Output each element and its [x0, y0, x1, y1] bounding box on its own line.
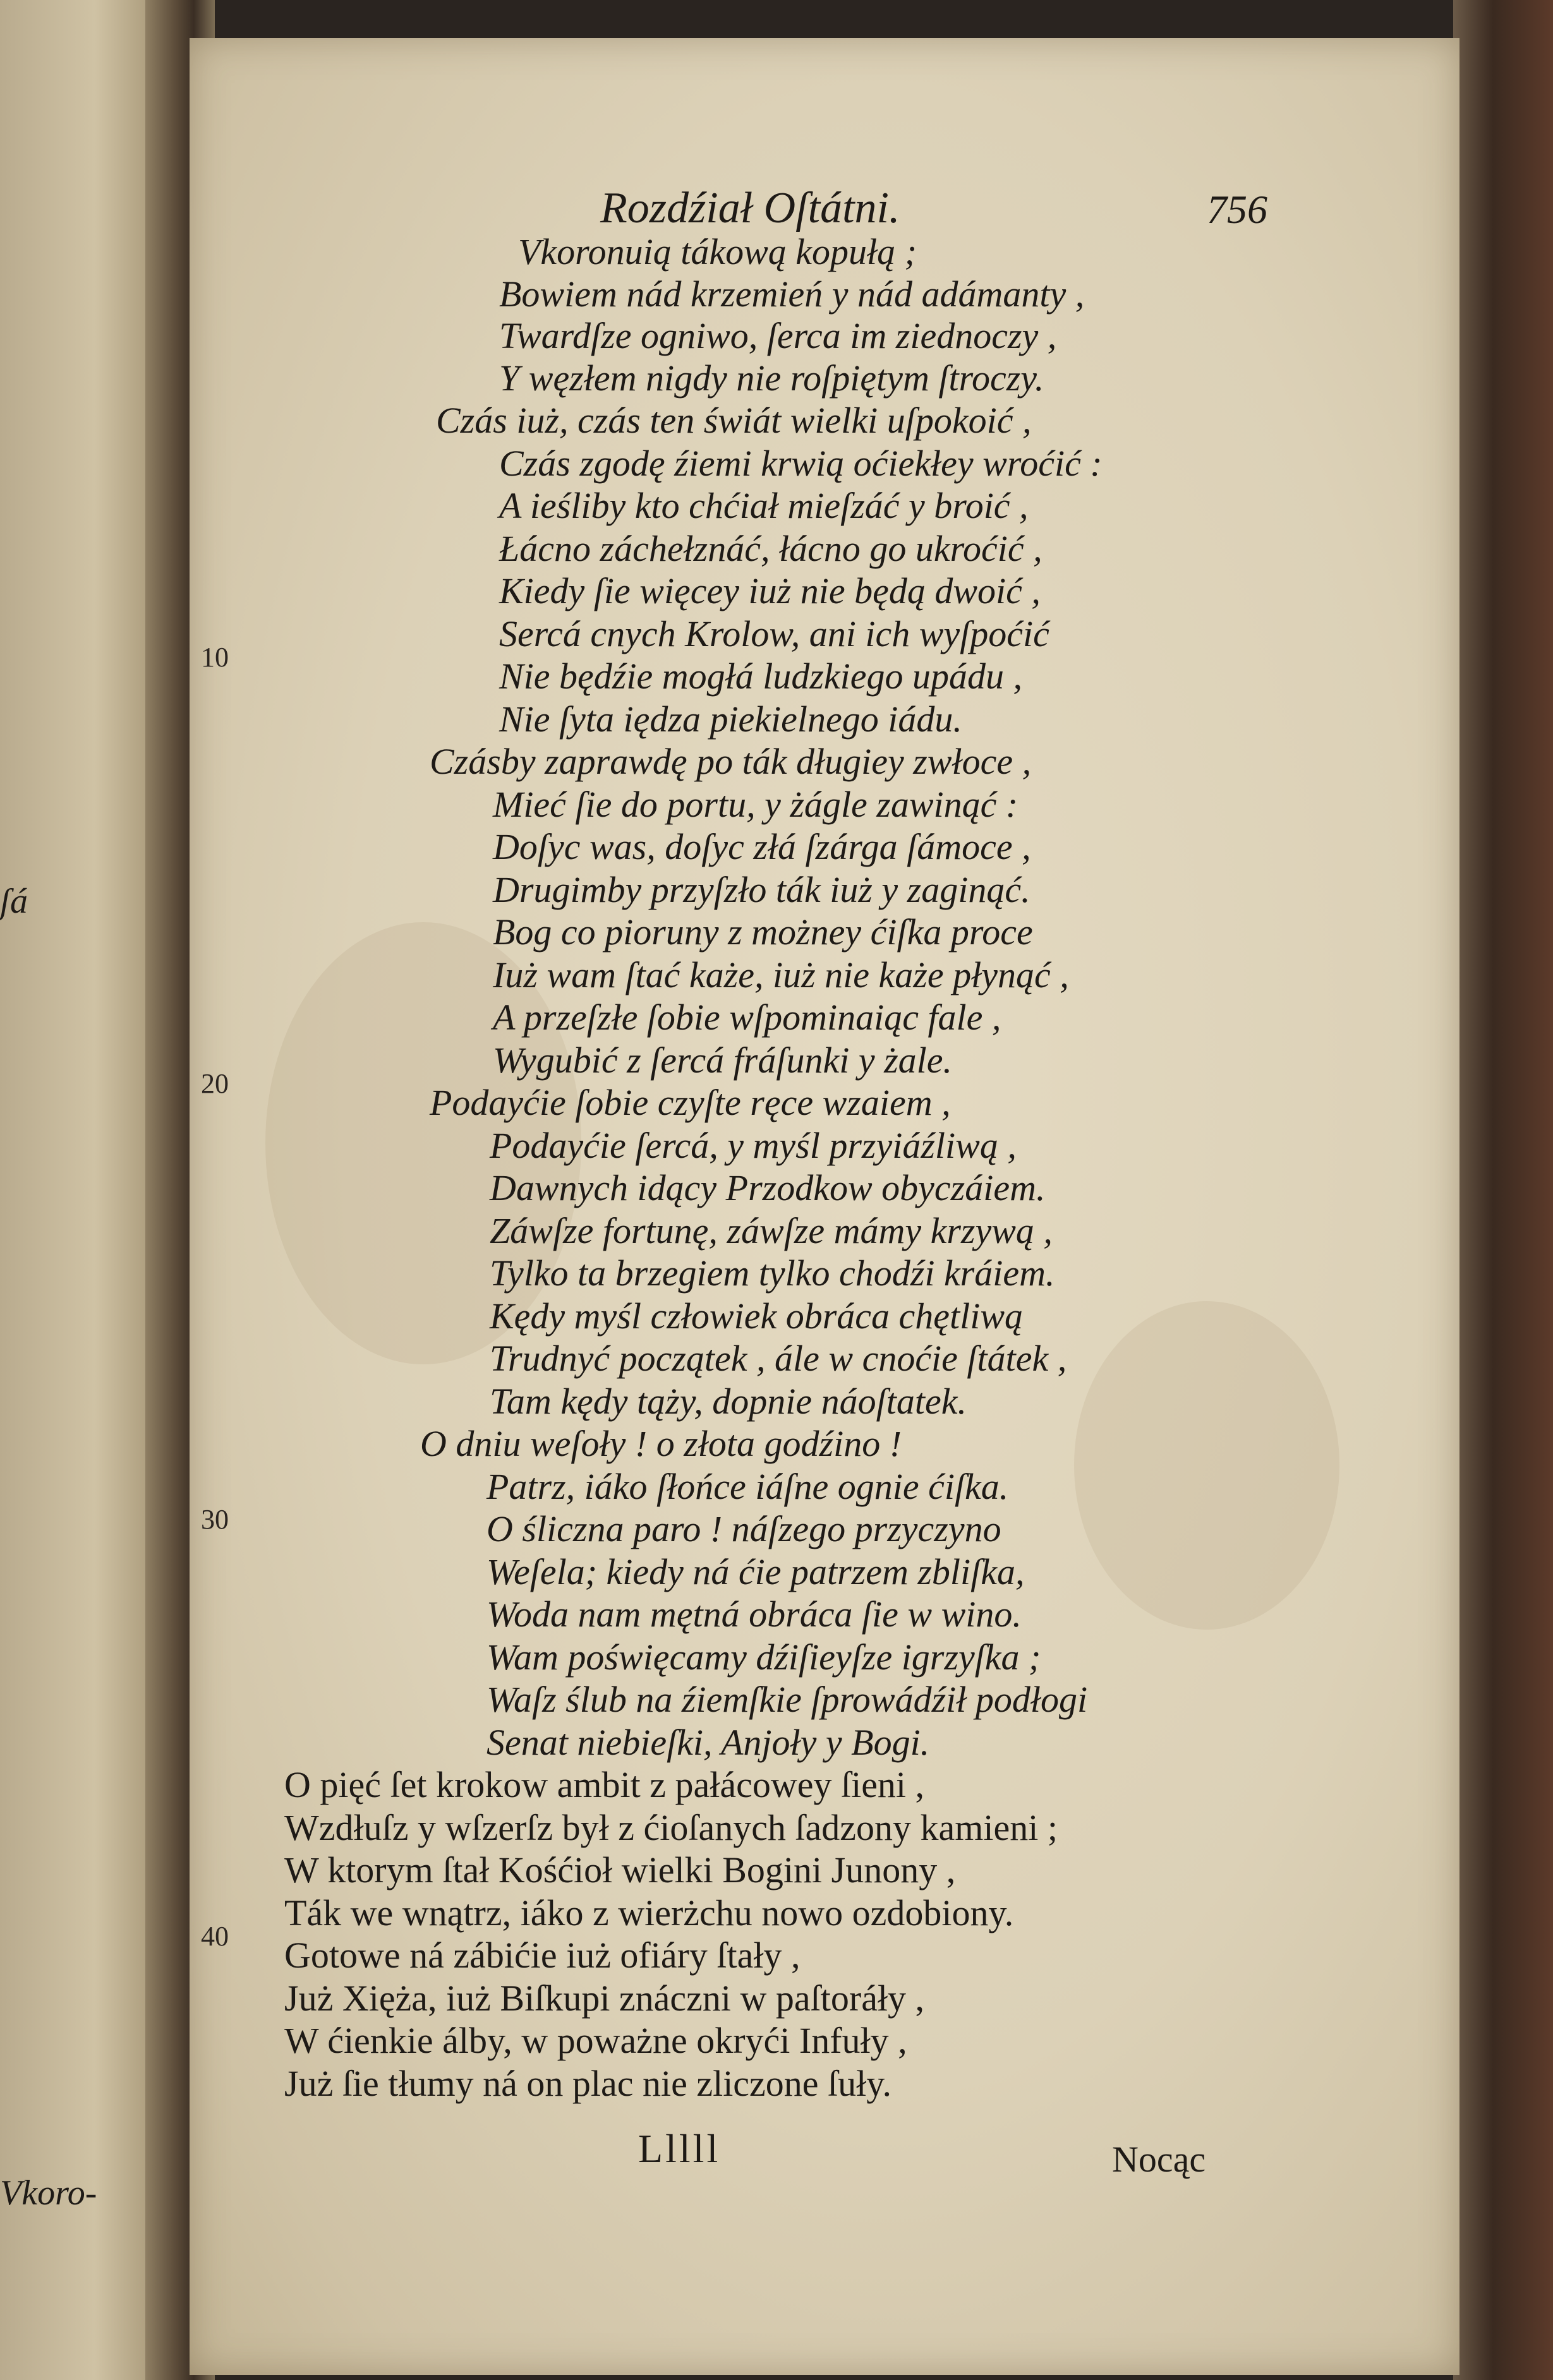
facing-page-edge — [0, 0, 158, 2380]
verse-line: Tylko ta brzegiem tylko chodźi kráiem. — [490, 1253, 1055, 1294]
verse-line: Czásby zaprawdę po ták długiey zwłoce , — [430, 741, 1032, 782]
verse-line: Drugimby przyſzło ták iuż y zaginąć. — [493, 869, 1030, 910]
running-head: Rozdźiał Oſtátni. — [600, 184, 900, 232]
verse-line: Wam poświęcamy dźiſieyſze igrzyſka ; — [486, 1637, 1041, 1678]
verse-line: Kiedy ſie więcey iuż nie będą dwoić , — [499, 570, 1041, 611]
verse-line: Czás iuż, czás ten świát wielki uſpokoić , — [436, 400, 1032, 441]
verse-line: Już ſie tłumy ná on plac nie zliczone ſuły. — [284, 2063, 891, 2104]
line-number: 20 — [201, 1068, 229, 1099]
verse-line: Ták we wnątrz, iáko z wierżchu nowo ozdobiony. — [284, 1892, 1014, 1933]
verse-line: Podayćie ſobie czyſte ręce wzaiem , — [430, 1082, 951, 1123]
verse-line: O śliczna paro ! náſzego przyczyno — [486, 1508, 1001, 1549]
verse-line: Czás zgodę źiemi krwią oćiekłey wroćić : — [499, 443, 1103, 484]
verse-line: Wygubić z ſercá fráſunki y żale. — [493, 1040, 953, 1081]
verse-line: Weſela; kiedy ná ćie patrzem zbliſka, — [486, 1551, 1025, 1592]
verse-line: Waſz ślub na źiemſkie ſprowádźił podłogi — [486, 1679, 1088, 1720]
page-fore-edge — [1453, 0, 1553, 2380]
verse-line: W ktorym ſtał Kośćioł wielki Bogini Junony , — [284, 1849, 956, 1890]
verse-line: A ieśliby kto chćiał mieſzáć y broić , — [499, 485, 1029, 526]
verse-line: A przeſzłe ſobie wſpominaiąc fale , — [493, 997, 1001, 1038]
verse-line: Dawnych idący Przodkow obyczáiem. — [490, 1167, 1046, 1208]
verse-line: Sercá cnych Krolow, ani ich wyſpoćić — [499, 613, 1049, 654]
verse-line: O dniu weſoły ! o złota godźino ! — [420, 1423, 902, 1464]
line-number: 10 — [201, 642, 229, 673]
verse-line: Woda nam mętná obráca ſie w wino. — [486, 1594, 1022, 1635]
verse-line: Gotowe ná zábićie iuż ofiáry ſtały , — [284, 1935, 801, 1976]
verse-line: Trudnyć początek , ále w cnoćie ſtátek , — [490, 1338, 1067, 1379]
verse-line: Kędy myśl człowiek obráca chętliwą — [490, 1295, 1024, 1337]
folio-number: 756 — [1207, 187, 1267, 232]
verse-line: Podayćie ſercá, y myśl przyiáźliwą , — [490, 1125, 1017, 1166]
verse-line: O pięć ſet krokow ambit z pałácowey ſieni , — [284, 1764, 925, 1805]
verse-line: Y węzłem nigdy nie roſpiętym ſtroczy. — [499, 358, 1044, 399]
verse-line: Łácno záchełznáć, łácno go ukroćić , — [499, 528, 1042, 569]
verse-line: Nie ſyta iędza piekielnego iádu. — [499, 699, 962, 740]
verse-line: Nie będźie mogłá ludzkiego upádu , — [499, 656, 1023, 697]
verse-line: Záwſze fortunę, záwſze mámy krzywą , — [490, 1210, 1053, 1251]
facing-page-fragment: Vkoro- — [0, 2173, 97, 2213]
gathering-signature: Lllll — [638, 2126, 721, 2171]
paper-stain — [1074, 1301, 1339, 1630]
verse-line: Patrz, iáko ſłońce iáſne ognie ćiſka. — [486, 1466, 1009, 1507]
verse-line: Bog co pioruny z możney ćiſka proce — [493, 911, 1033, 953]
line-number: 40 — [201, 1921, 229, 1952]
facing-page-fragment-2: ʃá — [0, 882, 28, 921]
verse-line: Wzdłuſz y wſzerſz był z ćioſanych ſadzony kamieni ; — [284, 1807, 1058, 1848]
verse-line: Bowiem nád krzemień y nád adámanty , — [499, 273, 1085, 315]
verse-line: W ćienkie álby, w poważne okryći Infuły , — [284, 2020, 907, 2061]
line-number: 30 — [201, 1504, 229, 1535]
verse-line: Już Xięża, iuż Biſkupi znáczni w paſtoráły , — [284, 1978, 925, 2019]
verse-line: Vkoronuią tákową kopułą ; — [518, 231, 917, 272]
verse-line: Senat niebieſki, Anjoły y Bogi. — [486, 1722, 930, 1763]
verse-line: Twardſze ogniwo, ſerca im ziednoczy , — [499, 315, 1057, 356]
catchword: Nocąc — [1112, 2139, 1206, 2180]
verse-line: Tam kędy tąży, dopnie náoſtatek. — [490, 1381, 967, 1422]
verse-line: Iuż wam ſtać każe, iuż nie każe płynąć , — [493, 954, 1069, 995]
verse-line: Mieć ſie do portu, y żágle zawinąć : — [493, 784, 1018, 825]
verse-line: Doſyc was, doſyc złá ſzárga ſámoce , — [493, 826, 1031, 867]
